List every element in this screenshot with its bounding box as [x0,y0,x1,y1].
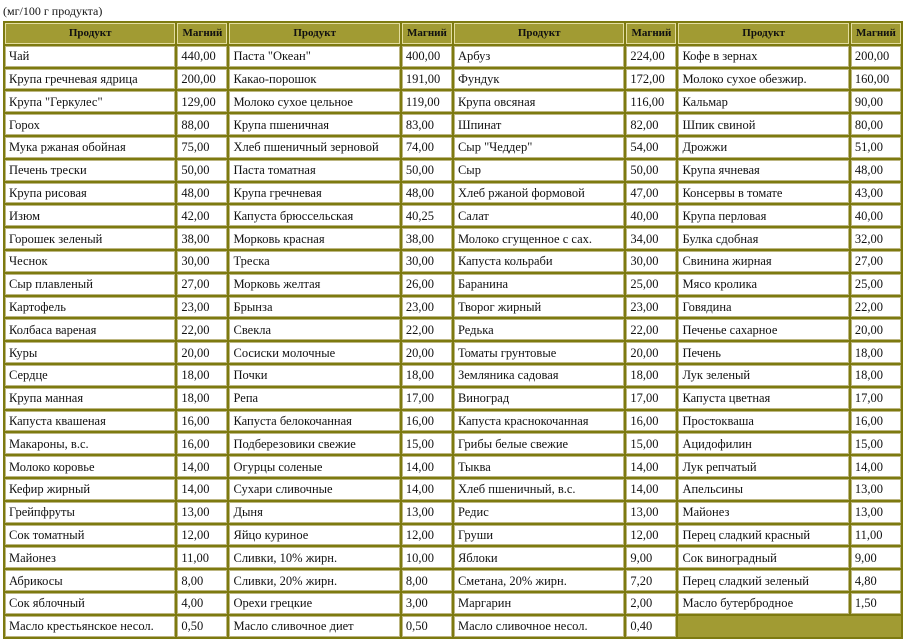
magnesium-cell: 83,00 [402,114,452,135]
product-cell: Маргарин [454,593,624,614]
product-cell: Говядина [678,297,848,318]
product-cell: Хлеб пшеничный, в.с. [454,479,624,500]
product-cell: Кофе в зернах [678,46,848,67]
table-row [5,297,901,318]
magnesium-cell: 2,00 [626,593,676,614]
magnesium-cell: 17,00 [851,388,901,409]
product-cell: Картофель [5,297,175,318]
magnesium-cell: 80,00 [851,114,901,135]
magnesium-cell: 14,00 [626,479,676,500]
magnesium-cell: 25,00 [626,274,676,295]
product-cell: Сок яблочный [5,593,175,614]
magnesium-cell: 17,00 [626,388,676,409]
product-cell: Виноград [454,388,624,409]
magnesium-cell: 50,00 [626,160,676,181]
magnesium-cell: 191,00 [402,69,452,90]
header-magnesium: Магний [402,23,452,44]
magnesium-cell: 15,00 [851,433,901,454]
magnesium-cell: 27,00 [851,251,901,272]
table-caption: (мг/100 г продукта) [3,4,103,18]
magnesium-cell: 10,00 [402,547,452,568]
product-cell: Почки [229,365,399,386]
product-cell: Грейпфруты [5,502,175,523]
product-cell: Мясо кролика [678,274,848,295]
product-cell: Апельсины [678,479,848,500]
product-cell: Сухари сливочные [229,479,399,500]
magnesium-cell: 1,50 [851,593,901,614]
magnesium-cell: 8,00 [402,570,452,591]
table-row [5,456,901,477]
product-cell: Свекла [229,319,399,340]
magnesium-cell: 400,00 [402,46,452,67]
product-cell: Колбаса вареная [5,319,175,340]
table-row [5,91,901,112]
product-cell: Капуста краснокочанная [454,411,624,432]
table-row [5,616,901,637]
product-cell: Крупа пшеничная [229,114,399,135]
header-product: Продукт [229,23,399,44]
table-row [5,525,901,546]
product-cell: Сок виноградный [678,547,848,568]
product-cell: Крупа манная [5,388,175,409]
magnesium-cell: 11,00 [177,547,227,568]
magnesium-cell: 12,00 [626,525,676,546]
product-cell: Сосиски молочные [229,342,399,363]
product-cell: Молоко сухое цельное [229,91,399,112]
table-row [5,479,901,500]
magnesium-cell: 9,00 [851,547,901,568]
product-cell: Крупа перловая [678,205,848,226]
magnesium-cell: 48,00 [402,183,452,204]
product-cell: Орехи грецкие [229,593,399,614]
magnesium-cell: 27,00 [177,274,227,295]
product-cell: Макароны, в.с. [5,433,175,454]
magnesium-cell: 440,00 [177,46,227,67]
magnesium-cell: 4,80 [851,570,901,591]
product-cell: Масло крестьянское несол. [5,616,175,637]
magnesium-cell: 224,00 [626,46,676,67]
table-row [5,160,901,181]
product-cell: Майонез [678,502,848,523]
empty-cell [678,616,901,637]
table-row [5,251,901,272]
magnesium-cell: 17,00 [402,388,452,409]
product-cell: Капуста кольраби [454,251,624,272]
magnesium-cell: 18,00 [851,365,901,386]
magnesium-cell: 20,00 [851,319,901,340]
magnesium-cell: 48,00 [177,183,227,204]
table-body [5,46,901,637]
magnesium-cell: 74,00 [402,137,452,158]
product-cell: Простокваша [678,411,848,432]
product-cell: Морковь желтая [229,274,399,295]
magnesium-cell: 0,50 [177,616,227,637]
product-cell: Горох [5,114,175,135]
table-row [5,137,901,158]
header-product: Продукт [5,23,175,44]
table-row [5,502,901,523]
product-cell: Арбуз [454,46,624,67]
product-cell: Изюм [5,205,175,226]
product-cell: Груши [454,525,624,546]
magnesium-cell: 43,00 [851,183,901,204]
product-cell: Сердце [5,365,175,386]
product-cell: Перец сладкий красный [678,525,848,546]
product-cell: Майонез [5,547,175,568]
product-cell: Паста томатная [229,160,399,181]
magnesium-cell: 0,50 [402,616,452,637]
product-cell: Печень [678,342,848,363]
product-cell: Подберезовики свежие [229,433,399,454]
magnesium-cell: 16,00 [177,433,227,454]
product-cell: Крупа гречневая [229,183,399,204]
magnesium-cell: 23,00 [177,297,227,318]
magnesium-cell: 14,00 [851,456,901,477]
magnesium-cell: 8,00 [177,570,227,591]
product-cell: Капуста брюссельская [229,205,399,226]
product-cell: Огурцы соленые [229,456,399,477]
product-cell: Перец сладкий зеленый [678,570,848,591]
product-cell: Редька [454,319,624,340]
product-cell: Томаты грунтовые [454,342,624,363]
header-magnesium: Магний [851,23,901,44]
magnesium-cell: 160,00 [851,69,901,90]
table-row [5,593,901,614]
product-cell: Ацидофилин [678,433,848,454]
magnesium-cell: 25,00 [851,274,901,295]
magnesium-cell: 32,00 [851,228,901,249]
product-cell: Чай [5,46,175,67]
magnesium-table [3,21,903,639]
product-cell: Капуста квашеная [5,411,175,432]
product-cell: Брынза [229,297,399,318]
product-cell: Печенье сахарное [678,319,848,340]
product-cell: Лук зеленый [678,365,848,386]
product-cell: Редис [454,502,624,523]
table-row [5,183,901,204]
product-cell: Чеснок [5,251,175,272]
magnesium-cell: 4,00 [177,593,227,614]
magnesium-cell: 11,00 [851,525,901,546]
magnesium-cell: 172,00 [626,69,676,90]
product-cell: Яйцо куриное [229,525,399,546]
magnesium-cell: 20,00 [402,342,452,363]
header-product: Продукт [454,23,624,44]
product-cell: Молоко сухое обезжир. [678,69,848,90]
table-row [5,411,901,432]
magnesium-cell: 50,00 [177,160,227,181]
product-cell: Шпик свиной [678,114,848,135]
product-cell: Паста "Океан" [229,46,399,67]
magnesium-cell: 14,00 [177,479,227,500]
product-cell: Шпинат [454,114,624,135]
product-cell: Треска [229,251,399,272]
product-cell: Крупа гречневая ядрица [5,69,175,90]
product-cell: Масло бутербродное [678,593,848,614]
table-row [5,547,901,568]
magnesium-cell: 82,00 [626,114,676,135]
product-cell: Крупа овсяная [454,91,624,112]
magnesium-cell: 26,00 [402,274,452,295]
product-cell: Сыр [454,160,624,181]
product-cell: Морковь красная [229,228,399,249]
product-cell: Масло сливочное несол. [454,616,624,637]
product-cell: Яблоки [454,547,624,568]
magnesium-cell: 14,00 [626,456,676,477]
magnesium-cell: 47,00 [626,183,676,204]
magnesium-cell: 16,00 [626,411,676,432]
product-cell: Сливки, 20% жирн. [229,570,399,591]
table-row [5,365,901,386]
table-row [5,228,901,249]
product-cell: Сливки, 10% жирн. [229,547,399,568]
product-cell: Капуста цветная [678,388,848,409]
product-cell: Творог жирный [454,297,624,318]
product-cell: Какао-порошок [229,69,399,90]
product-cell: Баранина [454,274,624,295]
magnesium-cell: 13,00 [851,502,901,523]
magnesium-cell: 42,00 [177,205,227,226]
magnesium-cell: 51,00 [851,137,901,158]
product-cell: Консервы в томате [678,183,848,204]
header-row [5,23,901,44]
product-cell: Крупа "Геркулес" [5,91,175,112]
magnesium-cell: 18,00 [851,342,901,363]
product-cell: Горошек зеленый [5,228,175,249]
magnesium-cell: 9,00 [626,547,676,568]
product-cell: Репа [229,388,399,409]
product-cell: Мука ржаная обойная [5,137,175,158]
magnesium-cell: 18,00 [402,365,452,386]
magnesium-cell: 15,00 [402,433,452,454]
product-cell: Куры [5,342,175,363]
magnesium-cell: 18,00 [177,388,227,409]
table-row [5,274,901,295]
table-row [5,388,901,409]
table-row [5,570,901,591]
magnesium-cell: 18,00 [177,365,227,386]
magnesium-cell: 3,00 [402,593,452,614]
magnesium-cell: 30,00 [402,251,452,272]
magnesium-cell: 34,00 [626,228,676,249]
magnesium-cell: 16,00 [177,411,227,432]
magnesium-cell: 14,00 [402,456,452,477]
magnesium-cell: 13,00 [177,502,227,523]
magnesium-cell: 30,00 [626,251,676,272]
magnesium-cell: 16,00 [402,411,452,432]
header-magnesium: Магний [177,23,227,44]
magnesium-cell: 15,00 [626,433,676,454]
product-cell: Кефир жирный [5,479,175,500]
magnesium-cell: 12,00 [177,525,227,546]
magnesium-cell: 22,00 [177,319,227,340]
product-cell: Булка сдобная [678,228,848,249]
product-cell: Крупа рисовая [5,183,175,204]
product-cell: Масло сливочное диет [229,616,399,637]
product-cell: Свинина жирная [678,251,848,272]
product-cell: Дрожжи [678,137,848,158]
magnesium-cell: 13,00 [626,502,676,523]
magnesium-cell: 23,00 [402,297,452,318]
magnesium-cell: 13,00 [851,479,901,500]
magnesium-cell: 116,00 [626,91,676,112]
magnesium-cell: 22,00 [626,319,676,340]
magnesium-cell: 18,00 [626,365,676,386]
product-cell: Капуста белокочанная [229,411,399,432]
table-row [5,205,901,226]
magnesium-cell: 50,00 [402,160,452,181]
magnesium-cell: 16,00 [851,411,901,432]
magnesium-cell: 38,00 [177,228,227,249]
product-cell: Сыр "Чеддер" [454,137,624,158]
magnesium-cell: 38,00 [402,228,452,249]
product-cell: Грибы белые свежие [454,433,624,454]
product-cell: Салат [454,205,624,226]
magnesium-cell: 48,00 [851,160,901,181]
product-cell: Лук репчатый [678,456,848,477]
magnesium-cell: 40,00 [626,205,676,226]
table-row [5,46,901,67]
table-row [5,69,901,90]
magnesium-cell: 40,00 [851,205,901,226]
magnesium-cell: 0,40 [626,616,676,637]
product-cell: Хлеб пшеничный зерновой [229,137,399,158]
magnesium-cell: 90,00 [851,91,901,112]
magnesium-cell: 200,00 [177,69,227,90]
magnesium-cell: 20,00 [626,342,676,363]
header-product: Продукт [678,23,848,44]
magnesium-cell: 22,00 [851,297,901,318]
product-cell: Дыня [229,502,399,523]
product-cell: Земляника садовая [454,365,624,386]
magnesium-cell: 23,00 [626,297,676,318]
table-row [5,114,901,135]
magnesium-cell: 12,00 [402,525,452,546]
magnesium-cell: 40,25 [402,205,452,226]
header-magnesium: Магний [626,23,676,44]
magnesium-cell: 54,00 [626,137,676,158]
magnesium-cell: 75,00 [177,137,227,158]
magnesium-cell: 129,00 [177,91,227,112]
magnesium-cell: 200,00 [851,46,901,67]
table-row [5,342,901,363]
magnesium-cell: 14,00 [402,479,452,500]
product-cell: Молоко сгущенное с сах. [454,228,624,249]
magnesium-cell: 13,00 [402,502,452,523]
magnesium-cell: 88,00 [177,114,227,135]
product-cell: Сыр плавленый [5,274,175,295]
magnesium-cell: 20,00 [177,342,227,363]
product-cell: Фундук [454,69,624,90]
magnesium-cell: 30,00 [177,251,227,272]
magnesium-cell: 14,00 [177,456,227,477]
product-cell: Абрикосы [5,570,175,591]
product-cell: Молоко коровье [5,456,175,477]
magnesium-cell: 22,00 [402,319,452,340]
product-cell: Крупа ячневая [678,160,848,181]
magnesium-cell: 7,20 [626,570,676,591]
magnesium-cell: 119,00 [402,91,452,112]
product-cell: Сметана, 20% жирн. [454,570,624,591]
product-cell: Сок томатный [5,525,175,546]
table-row [5,433,901,454]
product-cell: Тыква [454,456,624,477]
product-cell: Хлеб ржаной формовой [454,183,624,204]
product-cell: Кальмар [678,91,848,112]
product-cell: Печень трески [5,160,175,181]
table-row [5,319,901,340]
